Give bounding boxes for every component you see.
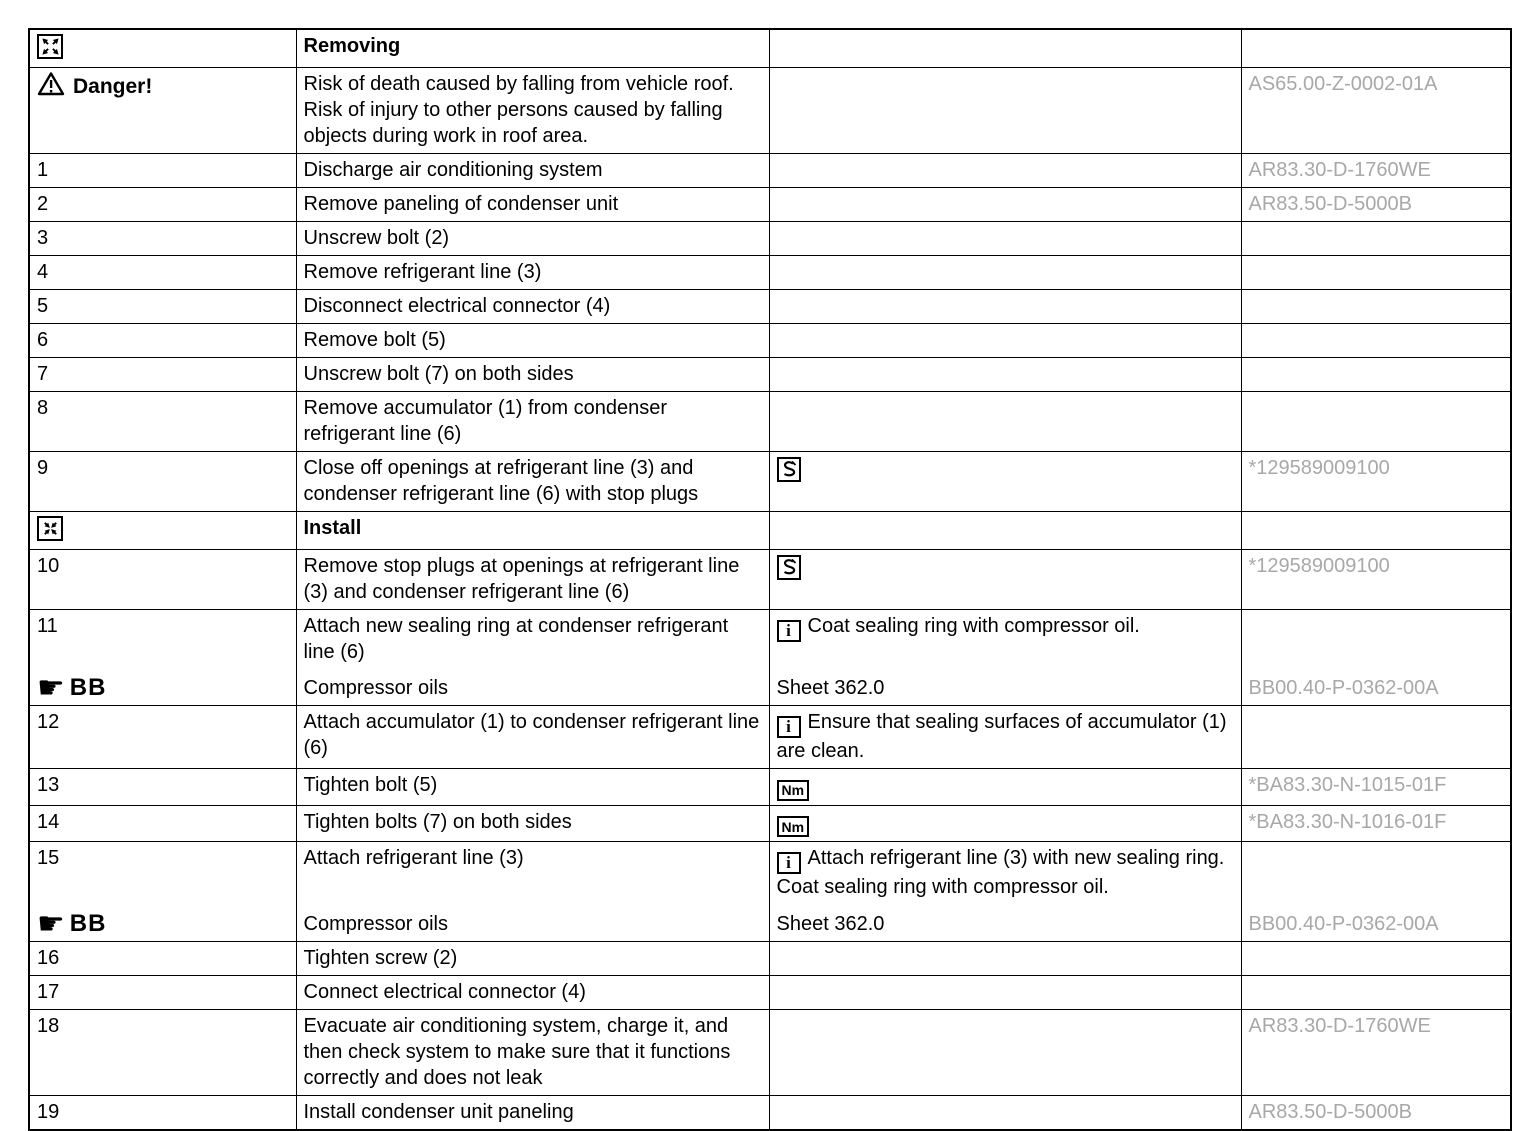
ref-cell (1241, 805, 1511, 842)
note-cell (769, 154, 1241, 188)
step-number: 8 (37, 397, 49, 419)
note-cell (769, 512, 1241, 550)
install-icon (37, 516, 63, 541)
table-row (29, 805, 1511, 842)
step-number: 11 (37, 615, 58, 637)
pointing-hand-icon: ☛ (37, 906, 65, 941)
ref-cell (1241, 1096, 1511, 1131)
desc-cell (296, 769, 769, 806)
note-subtext: Sheet 362.0 (776, 677, 885, 699)
step-number: 18 (37, 1015, 60, 1037)
step-text: Tighten bolt (5) (303, 774, 438, 796)
note-subtext: Sheet 362.0 (776, 913, 885, 935)
ref-cell (1241, 154, 1511, 188)
step-number: 16 (37, 947, 60, 969)
note-cell (769, 324, 1241, 358)
stop-plug-icon (777, 555, 801, 580)
ref-cell (1241, 976, 1511, 1010)
desc-cell (296, 1096, 769, 1131)
document-reference-link[interactable]: AS65.00-Z-0002-01A (1248, 73, 1438, 95)
note-cell (769, 68, 1241, 154)
step-text: Attach refrigerant line (3) (303, 847, 524, 869)
document-reference-link[interactable]: AR83.30-D-1760WE (1248, 159, 1431, 181)
step-cell (29, 290, 296, 324)
step-cell (29, 769, 296, 806)
info-icon: i (777, 716, 801, 738)
note-cell (769, 1096, 1241, 1131)
desc-cell (296, 550, 769, 610)
desc-cell (296, 452, 769, 512)
note-cell (769, 842, 1241, 942)
table-row (29, 1010, 1511, 1096)
step-text: Tighten screw (2) (303, 947, 458, 969)
stop-plug-icon (777, 457, 801, 482)
table-row (29, 256, 1511, 290)
desc-cell (296, 358, 769, 392)
step-number: 10 (37, 555, 60, 577)
ref-cell (1241, 942, 1511, 976)
step-cell (29, 550, 296, 610)
step-text: Attach new sealing ring at condenser refrigerant line (6) (303, 615, 729, 663)
step-text: Unscrew bolt (2) (303, 227, 450, 249)
table-row (29, 324, 1511, 358)
step-cell (29, 706, 296, 769)
document-reference-link[interactable]: AR83.30-D-1760WE (1248, 1015, 1431, 1037)
info-icon: i (777, 852, 801, 874)
step-number: 12 (37, 711, 60, 733)
note-text: Attach refrigerant line (3) with new sealing ring. Coat sealing ring with compressor oil. (776, 847, 1225, 898)
document-reference-link[interactable]: BB00.40-P-0362-00A (1248, 677, 1439, 699)
step-text: Close off openings at refrigerant line (3) and condenser refrigerant line (6) with stop plugs (303, 457, 699, 505)
step-cell (29, 256, 296, 290)
table-row (29, 610, 1511, 706)
desc-cell (296, 154, 769, 188)
step-cell (29, 392, 296, 452)
step-number: 17 (37, 981, 60, 1003)
procedure-table (28, 28, 1512, 1131)
document-reference-link[interactable]: *129589009100 (1248, 457, 1390, 479)
note-text-group (777, 613, 1234, 642)
hand-pointer-label: BB (69, 910, 107, 937)
desc-cell (296, 188, 769, 222)
ref-cell (1241, 769, 1511, 806)
step-cell (29, 842, 296, 942)
step-cell (29, 188, 296, 222)
step-text: Tighten bolts (7) on both sides (303, 810, 572, 833)
pointing-hand-icon: ☛ (37, 670, 65, 705)
ref-cell (1241, 512, 1511, 550)
hand-pointer-group (37, 670, 289, 705)
step-number: 19 (37, 1101, 60, 1123)
step-cell (29, 1010, 296, 1096)
step-number: 2 (37, 193, 49, 215)
ref-cell (1241, 706, 1511, 769)
note-cell (769, 1010, 1241, 1096)
step-text: Disconnect electrical connector (4) (303, 295, 611, 317)
step-text: Unscrew bolt (7) on both sides (303, 363, 574, 385)
step-cell (29, 324, 296, 358)
torque-icon: Nm (777, 816, 810, 837)
table-row (29, 188, 1511, 222)
desc-cell (296, 512, 769, 550)
note-cell (769, 392, 1241, 452)
table-row (29, 154, 1511, 188)
danger-label-group (37, 71, 152, 103)
step-number: 14 (37, 810, 60, 833)
desc-cell (296, 324, 769, 358)
step-cell (29, 452, 296, 512)
step-number: 5 (37, 295, 49, 317)
step-number: 4 (37, 261, 49, 283)
step-cell (29, 29, 296, 68)
step-cell (29, 805, 296, 842)
note-cell (769, 706, 1241, 769)
step-number: 15 (37, 847, 60, 869)
ref-cell (1241, 358, 1511, 392)
ref-cell (1241, 452, 1511, 512)
note-cell (769, 358, 1241, 392)
table-row (29, 769, 1511, 806)
ref-cell (1241, 29, 1511, 68)
note-text: Ensure that sealing surfaces of accumulator (1) are clean. (776, 711, 1227, 762)
ref-cell (1241, 1010, 1511, 1096)
document-reference-link[interactable]: AR83.50-D-5000B (1248, 1101, 1412, 1123)
service-procedure-document (28, 28, 1510, 1131)
ref-cell (1241, 222, 1511, 256)
step-cell (29, 512, 296, 550)
step-cell (29, 222, 296, 256)
step-text: Install condenser unit paneling (303, 1101, 574, 1123)
note-cell (769, 610, 1241, 706)
step-text: Remove bolt (5) (303, 329, 446, 351)
note-cell (769, 188, 1241, 222)
desc-cell (296, 976, 769, 1010)
table-row (29, 358, 1511, 392)
torque-icon: Nm (777, 780, 810, 801)
desc-cell (296, 805, 769, 842)
desc-cell (296, 222, 769, 256)
ref-cell (1241, 68, 1511, 154)
table-row (29, 392, 1511, 452)
ref-cell (1241, 392, 1511, 452)
desc-cell (296, 256, 769, 290)
desc-cell (296, 290, 769, 324)
step-cell (29, 358, 296, 392)
table-row (29, 222, 1511, 256)
ref-cell (1241, 290, 1511, 324)
step-text: Remove paneling of condenser unit (303, 193, 619, 215)
desc-cell (296, 706, 769, 769)
ref-cell (1241, 256, 1511, 290)
step-number: 9 (37, 457, 49, 479)
section-title: Removing (303, 35, 401, 57)
desc-cell (296, 1010, 769, 1096)
table-row (29, 452, 1511, 512)
document-reference-link[interactable]: AR83.50-D-5000B (1248, 193, 1412, 215)
section-title: Install (303, 517, 362, 539)
step-text: Discharge air conditioning system (303, 159, 603, 181)
document-reference-link[interactable]: BB00.40-P-0362-00A (1248, 913, 1439, 935)
danger-row (29, 68, 1511, 154)
document-reference-link[interactable]: *BA83.30-N-1015-01F (1248, 774, 1447, 796)
table-row (29, 550, 1511, 610)
step-cell (29, 1096, 296, 1131)
step-subtext: Compressor oils (303, 677, 448, 699)
note-cell (769, 550, 1241, 610)
ref-cell (1241, 842, 1511, 942)
table-row (29, 706, 1511, 769)
ref-cell (1241, 610, 1511, 706)
desc-cell (296, 610, 769, 706)
danger-label: Danger! (73, 75, 153, 98)
table-row (29, 942, 1511, 976)
desc-cell (296, 942, 769, 976)
table-row (29, 976, 1511, 1010)
section-row-install (29, 512, 1511, 550)
note-text-group (777, 709, 1234, 764)
warning-triangle-icon (37, 71, 65, 103)
section-row-removing (29, 29, 1511, 68)
info-icon: i (777, 620, 801, 642)
note-cell (769, 769, 1241, 806)
step-number: 6 (37, 329, 49, 351)
table-row (29, 842, 1511, 942)
step-number: 1 (37, 159, 49, 181)
desc-cell (296, 842, 769, 942)
note-text-group (777, 845, 1234, 900)
step-text: Remove refrigerant line (3) (303, 261, 542, 283)
ref-cell (1241, 324, 1511, 358)
step-text: Evacuate air conditioning system, charge it, and then check system to make sure that it functions correctly and does not leak (303, 1015, 731, 1089)
table-row (29, 290, 1511, 324)
ref-cell (1241, 550, 1511, 610)
table-row (29, 1096, 1511, 1131)
note-text: Coat sealing ring with compressor oil. (807, 615, 1140, 637)
note-cell (769, 29, 1241, 68)
step-text: Attach accumulator (1) to condenser refrigerant line (6) (303, 711, 760, 759)
step-text: Connect electrical connector (4) (303, 981, 586, 1003)
note-cell (769, 805, 1241, 842)
step-number: 7 (37, 363, 49, 385)
step-number: 3 (37, 227, 49, 249)
danger-text: Risk of death caused by falling from vehicle roof. Risk of injury to other persons caused by falling objects during work in roof area. (303, 73, 734, 147)
document-reference-link[interactable]: *129589009100 (1248, 555, 1390, 577)
step-cell (29, 68, 296, 154)
step-text: Remove stop plugs at openings at refrigerant line (3) and condenser refrigerant line (6) (303, 555, 740, 603)
step-subtext: Compressor oils (303, 913, 448, 935)
note-cell (769, 452, 1241, 512)
step-cell (29, 976, 296, 1010)
note-cell (769, 976, 1241, 1010)
desc-cell (296, 29, 769, 68)
document-reference-link[interactable]: *BA83.30-N-1016-01F (1248, 810, 1447, 833)
note-cell (769, 942, 1241, 976)
hand-pointer-label: BB (69, 674, 107, 701)
desc-cell (296, 392, 769, 452)
note-cell (769, 256, 1241, 290)
step-number: 13 (37, 774, 60, 796)
step-text: Remove accumulator (1) from condenser refrigerant line (6) (303, 397, 667, 445)
step-cell (29, 942, 296, 976)
step-cell (29, 610, 296, 706)
note-cell (769, 290, 1241, 324)
ref-cell (1241, 188, 1511, 222)
desc-cell (296, 68, 769, 154)
hand-pointer-group (37, 906, 289, 941)
step-cell (29, 154, 296, 188)
note-cell (769, 222, 1241, 256)
removal-icon (37, 34, 63, 59)
